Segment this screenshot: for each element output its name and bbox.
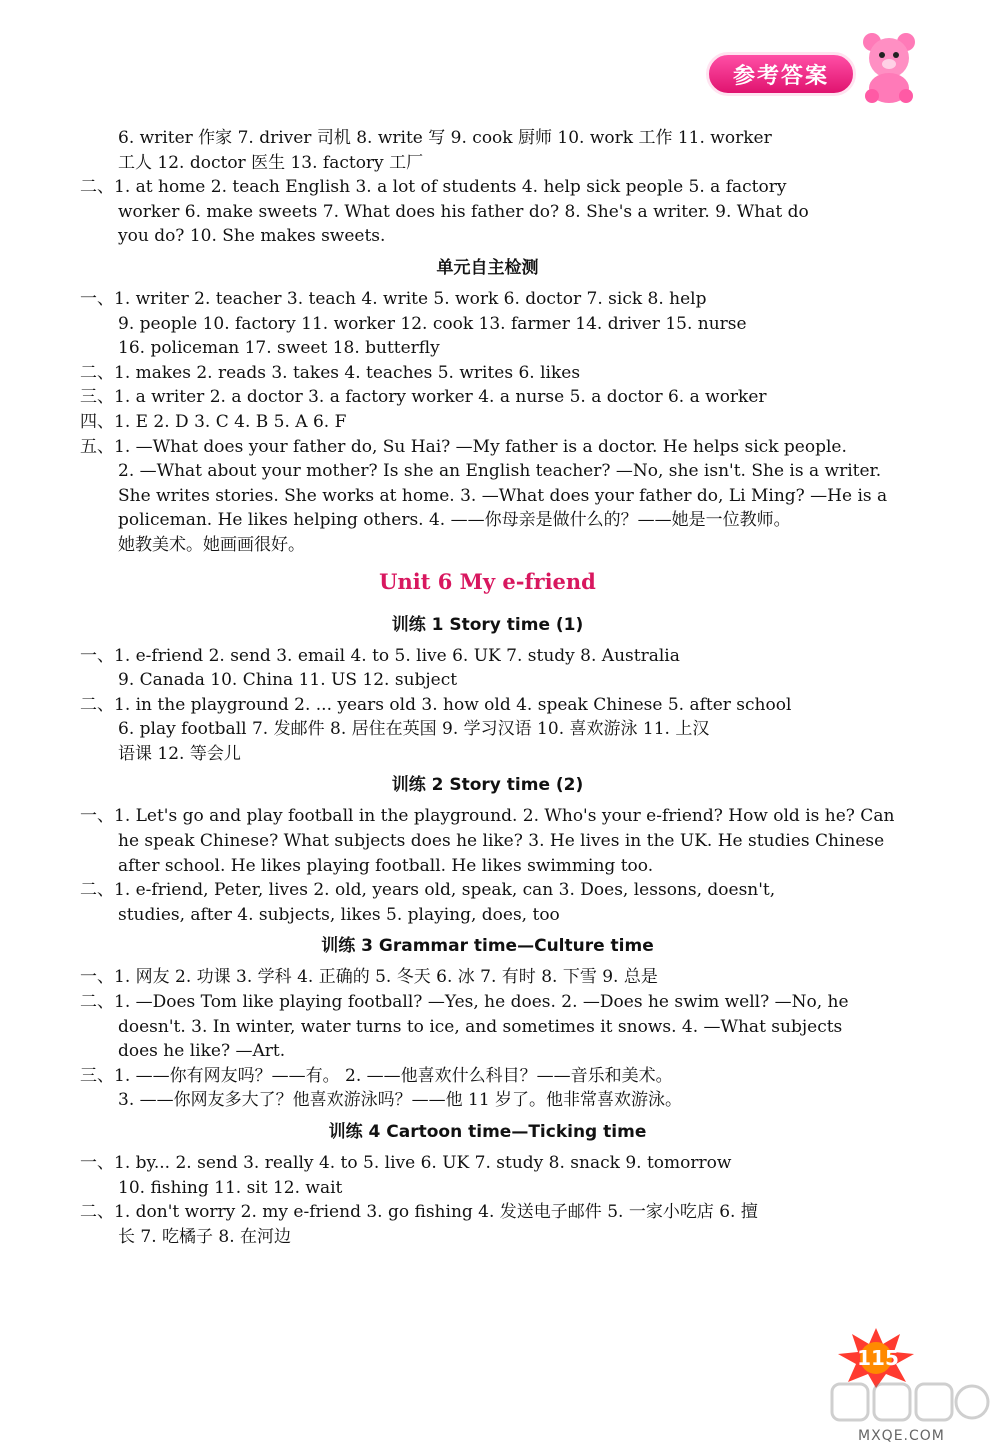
answer-line: worker 6. make sweets 7. What does his father do? 8. She's a writer. 9. What do xyxy=(118,201,809,222)
watermark-text: MXQE.COM xyxy=(858,1428,945,1444)
answer-line: 一、1. 网友 2. 功课 3. 学科 4. 正确的 5. 冬天 6. 冰 7. 有时 8. 下雪 9. 总是 xyxy=(80,967,658,988)
answer-line: 16. policeman 17. sweet 18. butterfly xyxy=(118,338,440,359)
section-heading: 训练 2 Story time (2) xyxy=(391,775,584,796)
section-heading: 训练 3 Grammar time—Culture time xyxy=(321,936,654,957)
section-heading: 训练 4 Cartoon time—Ticking time xyxy=(328,1122,647,1142)
unit-title: Unit 6 My e-friend xyxy=(379,568,596,594)
answer-line: 10. fishing 11. sit 12. wait xyxy=(118,1177,343,1198)
answer-line: 一、1. Let's go and play football in the playground. 2. Who's your e-friend? How old is he? Can xyxy=(80,806,895,827)
answer-line: 2. —What about your mother? Is she an English teacher? —No, she isn't. She is a writer. xyxy=(118,461,882,482)
answer-line: does he like? —Art. xyxy=(118,1041,286,1062)
answer-line: 长 7. 吃橘子 8. 在河边 xyxy=(118,1226,292,1247)
section-heading: 单元自主检测 xyxy=(436,257,539,278)
answer-line: 9. people 10. factory 11. worker 12. cook 13. farmer 14. driver 15. nurse xyxy=(118,313,747,334)
answer-line: 9. Canada 10. China 11. US 12. subject xyxy=(118,670,458,691)
answer-line: She writes stories. She works at home. 3. —What does your father do, Li Ming? —He is a xyxy=(118,485,888,506)
answer-line: you do? 10. She makes sweets. xyxy=(118,226,386,247)
answer-line: 她教美术。她画画很好。 xyxy=(118,534,305,555)
answer-line: 二、1. in the playground 2. ... years old 3. how old 4. speak Chinese 5. after school xyxy=(80,694,792,715)
answer-line: studies, after 4. subjects, likes 5. playing, does, too xyxy=(118,904,560,925)
answer-line: 二、1. —Does Tom like playing football? —Yes, he does. 2. —Does he swim well? —No, he xyxy=(80,992,849,1013)
answer-line: policeman. He likes helping others. 4. ——你母亲是做什么的？——她是一位教师。 xyxy=(118,510,791,531)
answer-content xyxy=(80,126,895,1249)
answer-line: 二、1. at home 2. teach English 3. a lot of students 4. help sick people 5. a factory xyxy=(80,177,787,198)
answer-line: 二、1. makes 2. reads 3. takes 4. teaches 5. writes 6. likes xyxy=(80,362,581,383)
answer-line: 一、1. e-friend 2. send 3. email 4. to 5. live 6. UK 7. study 8. Australia xyxy=(80,645,680,666)
answer-line: 语课 12. 等会儿 xyxy=(118,743,241,764)
answer-line: 四、1. E 2. D 3. C 4. B 5. A 6. F xyxy=(80,411,347,432)
answer-line: 二、1. e-friend, Peter, lives 2. old, years old, speak, can 3. Does, lessons, doesn't, xyxy=(80,880,776,901)
page-number: 115 xyxy=(857,1346,899,1370)
answer-line: 一、1. writer 2. teacher 3. teach 4. write 5. work 6. doctor 7. sick 8. help xyxy=(80,288,707,309)
answer-line: he speak Chinese? What subjects does he like? 3. He lives in the UK. He studies Chinese xyxy=(118,831,885,852)
bear-icon xyxy=(858,30,920,104)
answer-line: 三、1. ——你有网友吗？——有。 2. ——他喜欢什么科目？——音乐和美术。 xyxy=(80,1065,673,1086)
answer-line: 五、1. —What does your father do, Su Hai? —My father is a doctor. He helps sick people. xyxy=(80,436,847,457)
answer-line: doesn't. 3. In winter, water turns to ice, and sometimes it snows. 4. —What subjects xyxy=(118,1016,843,1037)
section-heading: 训练 1 Story time (1) xyxy=(391,614,584,635)
answer-line: 6. writer 作家 7. driver 司机 8. write 写 9. cook 厨师 10. work 工作 11. worker xyxy=(118,128,772,148)
answer-line: 3. ——你网友多大了？他喜欢游泳吗？——他 11 岁了。他非常喜欢游泳。 xyxy=(118,1090,683,1111)
answer-key-badge: 参考答案 xyxy=(706,52,856,96)
answer-line: 一、1. by... 2. send 3. really 4. to 5. live 6. UK 7. study 8. snack 9. tomorrow xyxy=(80,1153,732,1173)
answer-line: 工人 12. doctor 医生 13. factory 工厂 xyxy=(118,152,424,173)
answer-line: 6. play football 7. 发邮件 8. 居住在英国 9. 学习汉语 10. 喜欢游泳 11. 上汉 xyxy=(118,719,710,740)
answer-line: after school. He likes playing football. He likes swimming too. xyxy=(118,855,654,876)
answer-line: 二、1. don't worry 2. my e-friend 3. go fishing 4. 发送电子邮件 5. 一家小吃店 6. 擅 xyxy=(80,1202,758,1223)
answer-line: 三、1. a writer 2. a doctor 3. a factory worker 4. a nurse 5. a doctor 6. a worker xyxy=(80,387,767,408)
